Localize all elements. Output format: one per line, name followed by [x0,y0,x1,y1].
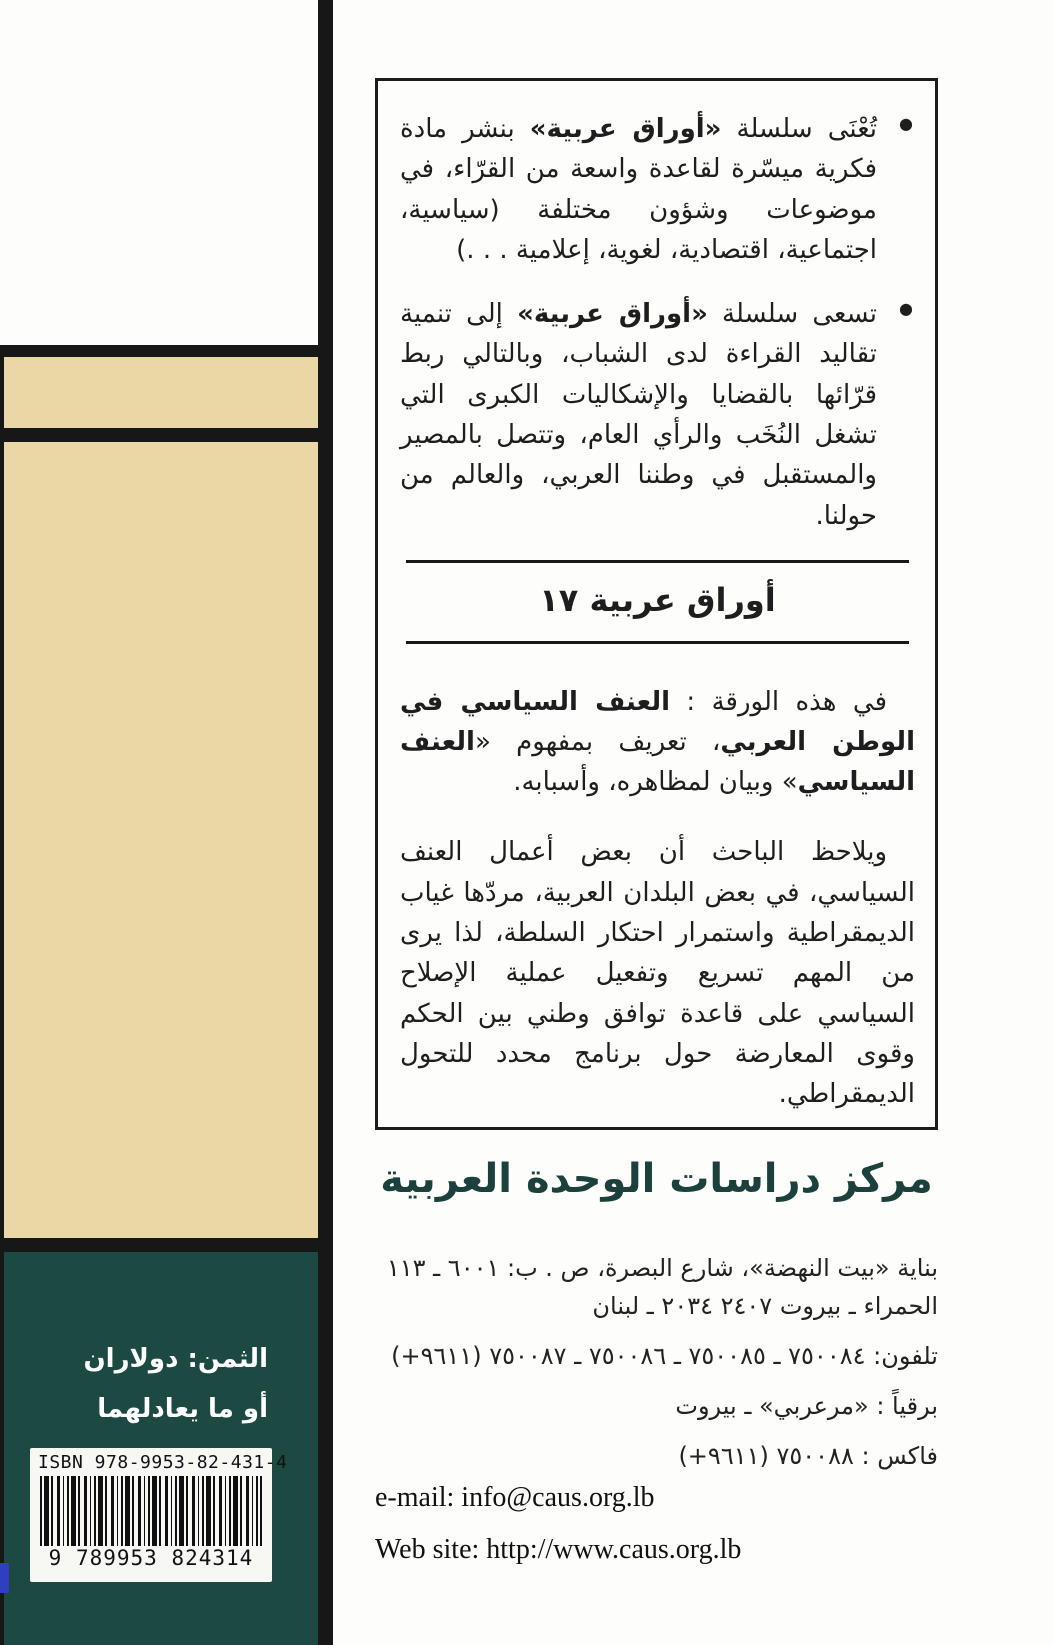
series-name-bold: «أوراق عربية» [529,114,722,144]
cover-art-black-band-middle [0,428,333,442]
bullet-2-text: إلى تنمية تقاليد القراءة لدى الشباب، وبالتالي ربط قرّائها بالقضايا والإشكاليات الكبرى التي تشغل النُخَب والرأي العام، وتتصل بالمصير والمستقبل في وطننا العربي، والعالم من حولنا. [400,299,877,531]
bullet-1-text: بنشر مادة فكرية ميسّرة لقاعدة واسعة من القرّاء، في موضوعات وشؤون مختلفة (سياسية، اجتماعية، اقتصادية، لغوية، إعلامية . . .) [400,114,877,265]
cover-art-vertical-band [318,0,333,1645]
cover-art-left-edge [0,345,4,1645]
publisher-website: Web site: http://www.caus.org.lb [375,1534,742,1565]
publisher-address-line1: بناية «بيت النهضة»، شارع البصرة، ص . ب: ٦٠٠١ ـ ١١٣ [386,1254,938,1282]
price-label [0,1334,268,1434]
barcode-digits: 9 789953 824314 [48,1546,254,1570]
publisher-email: e-mail: info@caus.org.lb [375,1482,655,1513]
publisher-name: مركز دراسات الوحدة العربية [380,1156,933,1202]
publisher-address-line2: الحمراء ـ بيروت ٢٤٠٧ ٢٠٣٤ ـ لبنان [592,1292,938,1320]
publisher-fax-line [375,1438,938,1474]
bullet-1-lead: تُعْنَى سلسلة [721,114,877,144]
series-header-block [400,560,915,644]
publisher-address-block [375,1250,938,1476]
cover-art-black-band-top [0,345,333,357]
publisher-cable-line: برقياً : «مرعربي» ـ بيروت [675,1392,938,1420]
blue-edge-mark [0,1563,9,1593]
isbn-barcode [30,1448,288,1582]
cover-art-beige-strip [0,357,318,428]
publisher-phone-line [375,1338,938,1374]
cover-art-beige-block [0,442,318,1238]
cover-art-black-band-bottom [0,1238,333,1252]
issue-summary [400,682,915,803]
series-bullet-item-1 [400,109,915,270]
bullet-icon: ● [899,299,913,319]
series-info-box [375,78,938,1130]
issue-concept-bold: العنف السياسي [400,726,915,798]
bullet-icon: ● [899,114,913,133]
issue-title-bold: العنف السياسي في الوطن العربي [400,686,915,757]
issue-middle: ، تعريف بمفهوم « [474,726,721,757]
phone-numbers: تلفون: ٧٥٠٠٨٤ ـ ٧٥٠٠٨٥ ـ ٧٥٠٠٨٦ ـ ٧٥٠٠٨٧ [481,1342,938,1370]
issue-lead: في هذه الورقة : [670,686,887,717]
bullet-2-lead: تسعى سلسلة [707,299,878,330]
issue-tail: » وبيان لمظاهره، وأسبابه. [513,767,798,798]
fax-country-code: (+٩٦١١) [678,1442,769,1470]
series-bullet-item-2 [400,294,915,536]
divider-rule-bottom [406,641,909,644]
series-name-bold: «أوراق عربية» [517,299,708,330]
price-line-2: أو ما يعادلهما [97,1394,268,1424]
fax-number: فاكس : ٧٥٠٠٨٨ [768,1442,938,1470]
series-title: أوراق عربية ١٧ [539,580,776,619]
barcode-bars [40,1476,262,1546]
issue-abstract: ويلاحظ الباحث أن بعض أعمال العنف السياسي، في بعض البلدان العربية، مردّها غياب الديمقراطية واستمرار احتكار السلطة، لذا يرى من المهم تسريع وتفعيل عملية الإصلاح السياسي على قاعدة توافق وطني بين الحكم وقوى المعارضة حول برنامج محدد للتحول الديمقراطي. [400,837,915,1110]
price-line-1: الثمن: دولاران [83,1344,268,1374]
isbn-label: ISBN 978-9953-82-431-4 [38,1452,288,1473]
phone-country-code: (+٩٦١١) [391,1342,482,1370]
